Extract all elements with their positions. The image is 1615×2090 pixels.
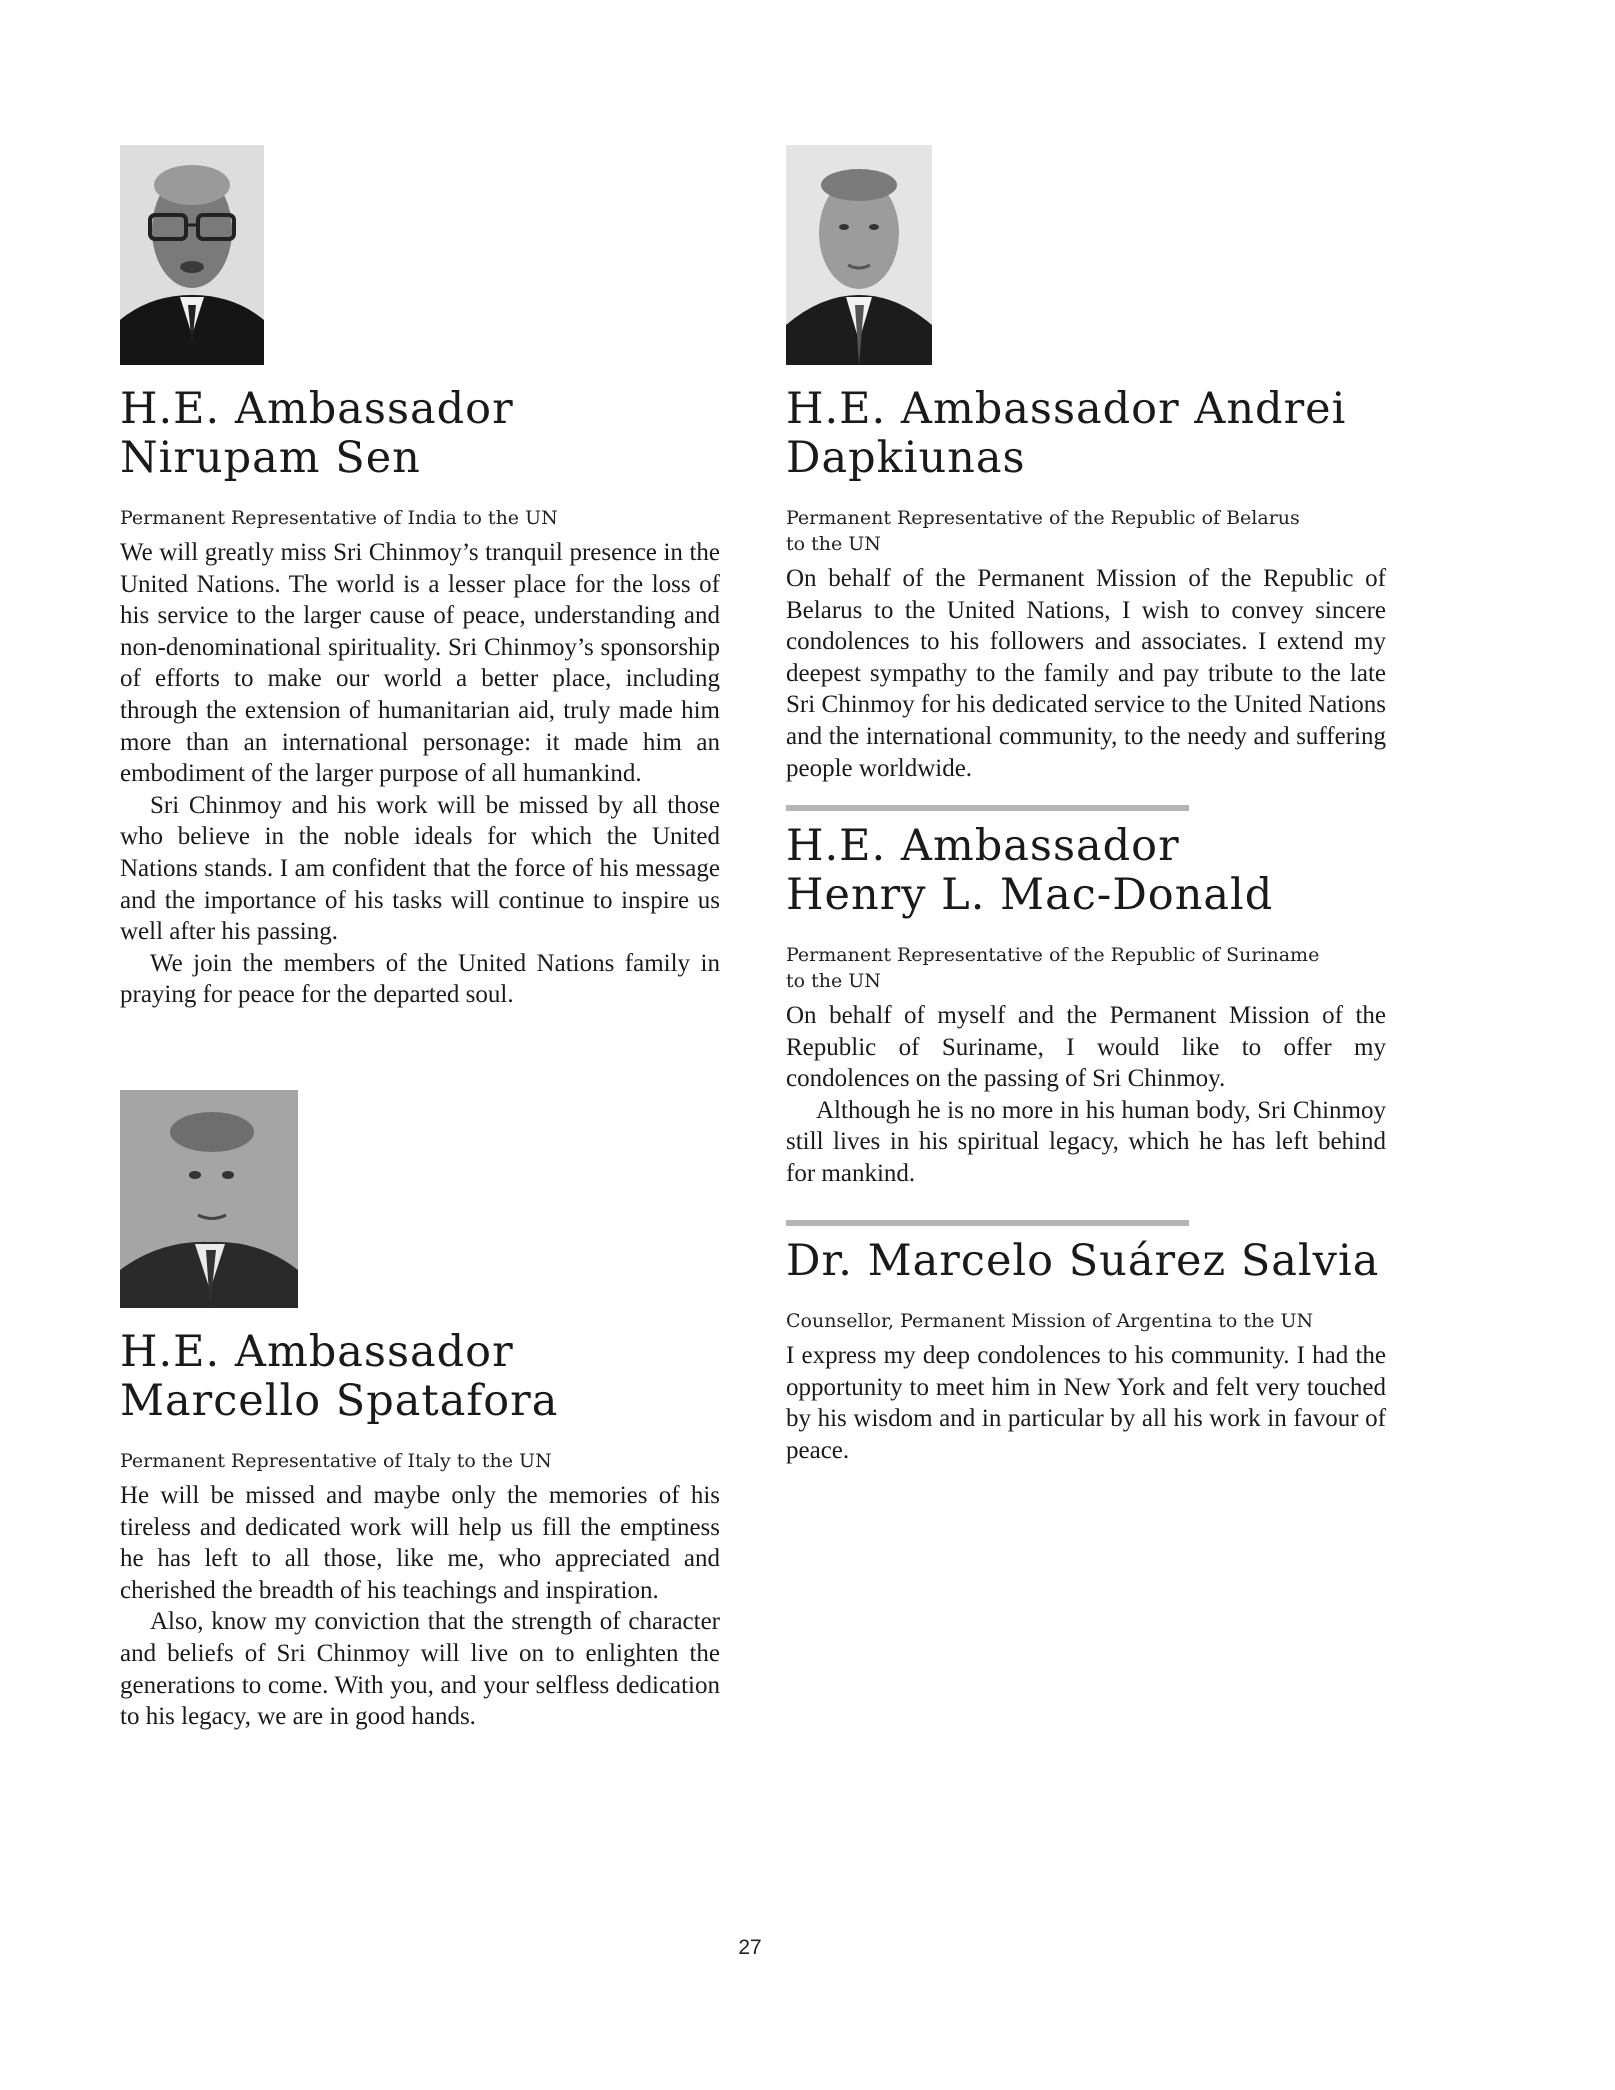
tribute-text (120, 1480, 720, 1733)
paragraph: We join the members of the United Nations family in praying for peace for the departed soul. (120, 949, 720, 1009)
paragraph: On behalf of the Permanent Mission of the Republic of Belarus to the United Nations, I wish to convey sincere condolences to his followers and associates. I extend my deepest sympathy to the family and pay tribute to the late Sri Chinmoy for his dedicated service to the United Nations and the international community, to the needy and suffering people worldwide. (786, 565, 1386, 782)
page-number: 27 (738, 1936, 762, 1959)
person-name: H.E. Ambassador Henry L. Mac-Donald (786, 821, 1274, 920)
paragraph: We will greatly miss Sri Chinmoy’s tranquil presence in the United Nations. The world is a lesser place for the loss of his service to the larger cause of peace, understanding and non-denominational spirituality. Sri Chinmoy’s sponsorship of efforts to make our world a better place, including through the extension of humanitarian aid, truly made him more than an international personage: it made him an embodiment of the larger purpose of all humankind. (120, 539, 720, 788)
person-title: Counsellor, Permanent Mission of Argentina to the UN (786, 1310, 1314, 1332)
person-name: Dr. Marcelo Suárez Salvia (786, 1236, 1380, 1286)
entry-henry-mac-donald (786, 822, 1386, 1190)
person-name: H.E. Ambassador Nirupam Sen (120, 384, 514, 483)
entry-nirupam-sen (120, 145, 720, 1011)
section-divider (786, 1220, 1189, 1226)
tribute-text (786, 1340, 1386, 1466)
entry-marcelo-suarez-salvia (786, 1237, 1386, 1466)
paragraph: Sri Chinmoy and his work will be missed by all those who believe in the noble ideals for which the United Nations stands. I am confident that the force of his message and the importance of his tasks will continue to inspire us well after his passing. (120, 791, 720, 946)
person-title: Permanent Representative of the Republic of Suriname to the UN (786, 944, 1320, 992)
tribute-text (786, 563, 1386, 784)
person-title: Permanent Representative of Italy to the UN (120, 1450, 552, 1472)
entry-andrei-dapkiunas (786, 145, 1386, 784)
portrait-photo-nirupam-sen (120, 145, 264, 365)
tribute-text (786, 1000, 1386, 1190)
entry-marcello-spatafora (120, 1090, 720, 1733)
paragraph: He will be missed and maybe only the memories of his tireless and dedicated work will help us fill the emptiness he has left to all those, like me, who appreciated and cherished the breadth of his teachings and inspiration. (120, 1482, 720, 1604)
person-title: Permanent Representative of the Republic of Belarus to the UN (786, 507, 1300, 555)
paragraph: I express my deep condolences to his community. I had the opportunity to meet him in New York and felt very touched by his wisdom and in particular by all his work in favour of peace. (786, 1342, 1386, 1464)
paragraph: On behalf of myself and the Permanent Mission of the Republic of Suriname, I would like to offer my condolences on the passing of Sri Chinmoy. (786, 1002, 1386, 1093)
paragraph: Although he is no more in his human body, Sri Chinmoy still lives in his spiritual legacy, which he has left behind for mankind. (786, 1096, 1386, 1187)
person-name: H.E. Ambassador Andrei Dapkiunas (786, 384, 1347, 483)
portrait-photo-andrei-dapkiunas (786, 145, 932, 365)
tribute-text (120, 537, 720, 1011)
portrait-photo-marcello-spatafora (120, 1090, 298, 1308)
person-title: Permanent Representative of India to the UN (120, 507, 558, 529)
section-divider (786, 805, 1189, 811)
person-name: H.E. Ambassador Marcello Spatafora (120, 1327, 559, 1426)
paragraph: Also, know my conviction that the strength of character and beliefs of Sri Chinmoy will live on to enlighten the generations to come. With you, and your selfless dedication to his legacy, we are in good hands. (120, 1608, 720, 1731)
